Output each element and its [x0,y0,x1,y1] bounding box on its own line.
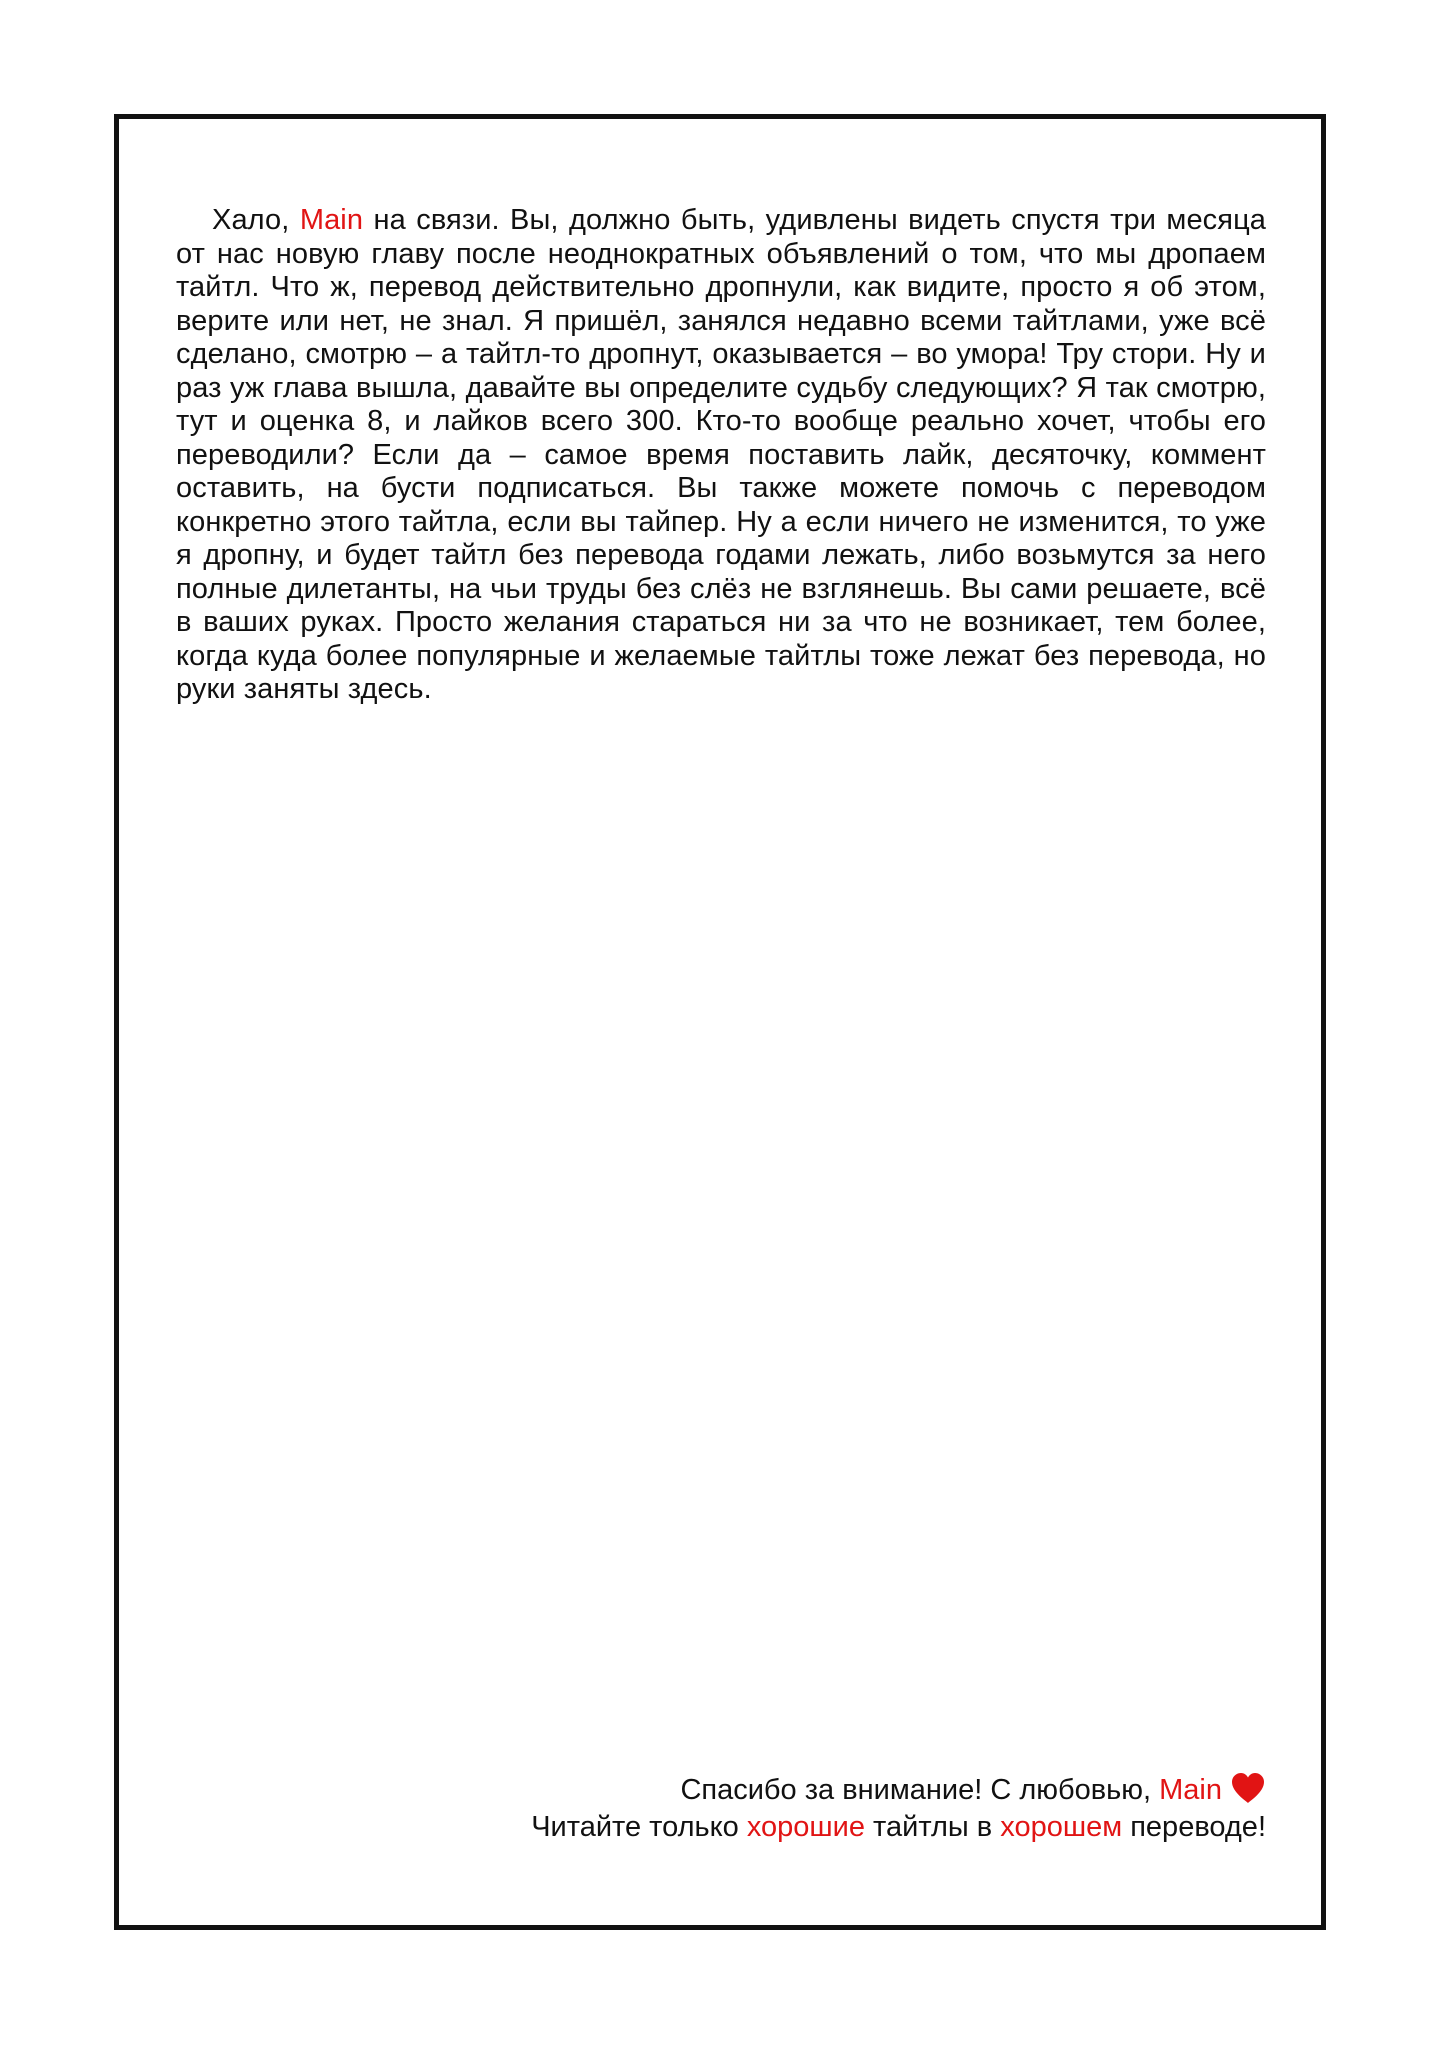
read-middle: тайтлы в [865,1811,1001,1843]
thanks-text: Спасибо за внимание! С любовью, [680,1774,1160,1806]
heart-icon [1230,1772,1266,1804]
good-singular: хорошем [1000,1811,1123,1843]
author-name: Main [299,204,364,236]
signature-author: Main [1159,1774,1222,1806]
greeting: Хало, [212,204,300,236]
translator-note [176,204,1266,707]
good-plural: хорошие [746,1811,865,1843]
signature-thanks-line [366,1772,1266,1809]
signature-read-line [366,1809,1266,1846]
read-prefix: Читайте только [531,1811,747,1843]
read-suffix: переводе! [1122,1811,1266,1843]
signature [366,1772,1266,1846]
note-text: на связи. Вы, должно быть, удивлены видеть спустя три месяца от нас новую главу после неоднократных объявлений о том, что мы дропаем тайтл. Что ж, перевод действительно дропнули, как видите, просто я об этом, верите или нет, не знал. Я пришёл, занялся недавно всеми тайтлами, уже всё сделано, смотрю – а тайтл-то дропнут, оказывается – во умора! Тру стори. Ну и раз уж глава вышла, давайте вы определите судьбу следующих? Я так смотрю, тут и оценка 8, и лайков всего 300. Кто-то вообще реально хочет, чтобы его переводили? Если да – самое время поставить лайк, десяточку, коммент оставить, на бусти подписаться. Вы также можете помочь с переводом конкретно этого тайтла, если вы тайпер. Ну а если ничего не изменится, то уже я дропну, и будет тайтл без перевода годами лежать, либо возьмутся за него полные дилетанты, на чьи труды без слёз не взглянешь. Вы сами решаете, всё в ваших руках. Просто желания стараться ни за что не возникает, тем более, когда куда более популярные и желаемые тайтлы тоже лежат без перевода, но руки заняты здесь. [176,204,1267,705]
